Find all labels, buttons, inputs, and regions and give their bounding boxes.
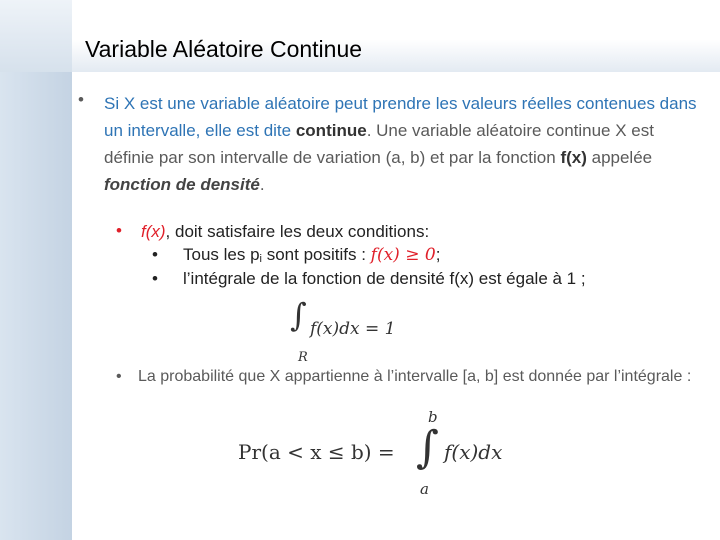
sub-bullet-1-end: ; xyxy=(435,245,441,264)
bullet-3-text: La probabilité que X appartienne à l’intervalle [a, b] est donnée par l’intégrale : xyxy=(138,368,692,385)
bullet-1-part3: appelée xyxy=(586,148,653,167)
slide-title: Variable Aléatoire Continue xyxy=(85,36,363,62)
bullet-1-strong-continue: continue xyxy=(295,121,367,140)
bullet-1-text xyxy=(104,90,704,198)
bullet-1-strong-density: fonction de densité xyxy=(104,175,260,194)
sub-bullet-1-part1: Tous les p xyxy=(183,245,260,264)
formula-probability xyxy=(238,410,558,500)
sub-bullet-1-text xyxy=(183,245,440,265)
bullet-1-marker: • xyxy=(78,90,84,109)
integral-sign-2: ∫ xyxy=(416,422,439,473)
formula-2-rhs: f(x)dx xyxy=(444,440,503,464)
bullet-2-intro: , doit satisfaire les deux conditions: xyxy=(165,222,430,241)
bullet-1-part1: Si X est une variable aléatoire peut prendre les valeurs réelles contenues dans un intervalle, elle est dite xyxy=(104,94,697,140)
bullet-1-strong-fx: f(x) xyxy=(560,148,587,167)
title-band-corner xyxy=(0,0,72,72)
bullet-1-part4: . xyxy=(259,175,265,194)
bullet-1-part2: . Une variable aléatoire continue X est définie par son intervalle de variation (a, b) et par la fonction xyxy=(104,121,654,167)
formula-1-expression: f(x)dx = 1 xyxy=(310,319,396,339)
formula-2-upper-limit: b xyxy=(428,408,438,426)
bullet-2-text xyxy=(141,221,429,243)
formula-2-lhs: Pr(a < x ≤ b) = xyxy=(238,440,395,464)
left-decor-band xyxy=(0,0,72,540)
sub-bullet-1-subscript: i xyxy=(259,253,262,265)
sub-bullet-2-text: l’intégrale de la fonction de densité f(x) est égale à 1 ; xyxy=(183,269,586,288)
formula-1-limit: R xyxy=(298,350,308,365)
sub-bullet-1-marker: • xyxy=(152,245,158,264)
bullet-3-marker: • xyxy=(116,368,122,385)
bullet-2-marker: • xyxy=(116,221,122,240)
formula-2-lower-limit: a xyxy=(420,480,429,498)
bullet-2-fx: f(x) xyxy=(141,222,166,241)
integral-sign: ∫ xyxy=(290,296,307,334)
sub-bullet-1-part2: sont positifs : xyxy=(262,245,371,264)
sub-bullet-2-marker: • xyxy=(152,269,158,288)
sub-bullet-1-math: f(x) ≥ 0 xyxy=(370,245,436,265)
